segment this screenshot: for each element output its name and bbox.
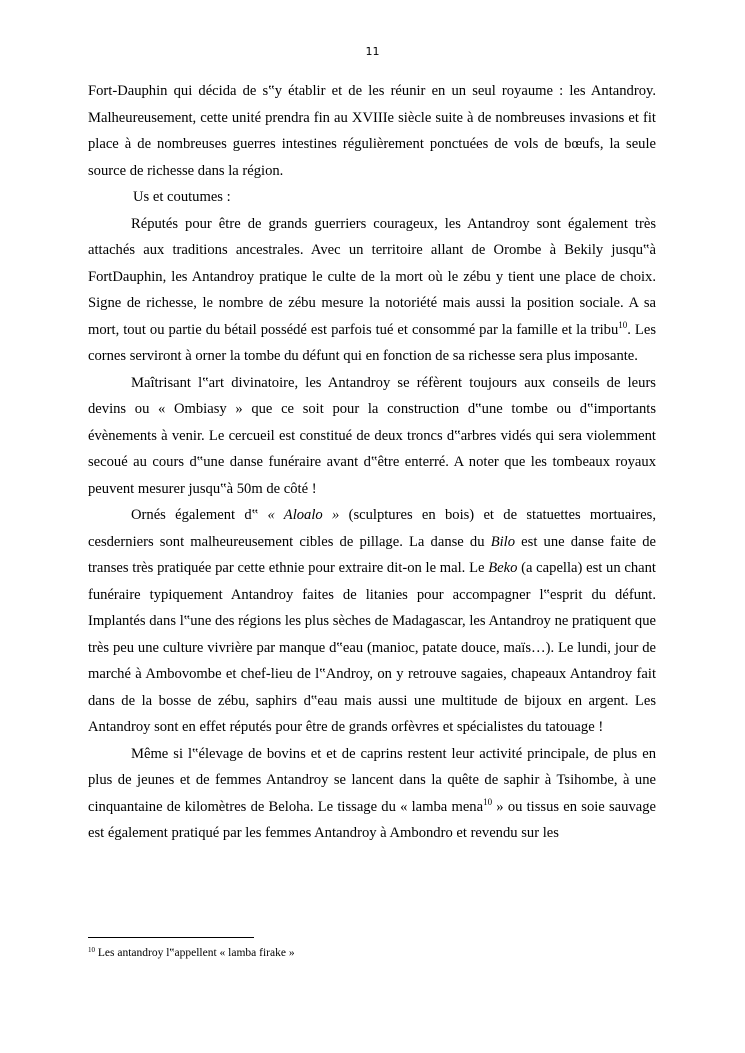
footnote-separator [88,937,254,938]
page-number: 11 [365,45,380,58]
paragraph-intro: Fort-Dauphin qui décida de s‟y établir et de les réunir en un seul royaume : les Antandroy. Malheureusement, cette unité prendra fin au XVIIIe siècle suite à de nombreuses invasions et fit place à de nombreuses guerres intestines régulièrement ponctuées de vols de bœufs, la seule source de richesse dans la région. [88,83,656,179]
paragraph-text: » ou tissus en soie sauvage est également pratiqué par les femmes Antandroy à Ambondro et revendu sur les [88,798,656,841]
footnote-text: Les antandroy l‟appellent « lamba firake » [95,947,295,959]
italic-term: Beko [488,560,518,576]
paragraph-text: Même si l‟élevage de bovins et et de caprins restent leur activité principale, de plus en plus de jeunes et de femmes Antandroy se lancent dans la quête de saphir à Tsihombe, à une cinquantaine de kilomètres de Beloha. Le tissage du « lamba mena [88,745,656,815]
paragraph-text: (sculptures en bois) et de statuettes mortuaires, cesderniers sont malheureusement cibles de pillage. La danse du [88,507,656,550]
paragraph-aloalo [88,502,656,741]
paragraph-text: Réputés pour être de grands guerriers courageux, les Antandroy sont également très attachés aux traditions ancestrales. Avec un territoire allant de Orombe à Bekily jusqu‟à FortDauphin, les Antandroy pratique le culte de la mort où le zébu y tient une place de choix. Signe de richesse, le nombre de zébu mesure la notoriété mais aussi la position sociale. A sa mort, tout ou partie du bétail possédé est parfois tué et consommé par la famille et la tribu [88,215,656,338]
footnote [88,947,656,959]
italic-term: « Aloalo » [267,507,340,523]
paragraph-saphir [88,741,656,847]
footnote-reference: 10 [483,796,493,807]
paragraph-culte [88,211,656,370]
footnote-reference: 10 [618,319,628,330]
paragraph-divination: Maîtrisant l‟art divinatoire, les Antandroy se réfèrent toujours aux conseils de leurs devins ou « Ombiasy » que ce soit pour la construction d‟une tombe ou d‟importants évènements à venir. Le cercueil est constitué de deux troncs d‟arbres vidés qui sera violemment secoué au cours d‟une danse funéraire avant d‟être enterré. A noter que les tombeaux royaux peuvent mesurer jusqu‟à 50m de côté ! [88,374,656,497]
paragraph-text: . Les cornes serviront à orner la tombe du défunt qui en fonction de sa richesse sera plus imposante. [88,321,656,364]
paragraph-text: est une danse faite de transes très pratiquée par cette ethnie pour extraire dit-on le mal. Le [88,533,656,576]
italic-term: Bilo [490,533,516,550]
paragraph-text: (a capella) est un chant funéraire typiquement Antandroy faites de litanies pour accompagner l‟esprit du défunt. Implantés dans l‟une des régions les plus sèches de Madagascar, les Antandroy ne pratiquent que très peu une culture vivrière par manque d‟eau (manioc, patate douce, maïs…). Le lundi, jour de marché à Ambovombe et chef-lieu de l‟Androy, on y retrouve sagaies, chapeaux Antandroy fait dans de la bosse de zébu, saphirs d‟eau mais aussi une multitude de bijoux en argent. Les Antandroy sont en effet réputés pour être de grands orfèvres et spécialistes du tatouage ! [88,560,656,735]
section-heading: Us et coutumes : [133,189,231,205]
footnote-marker: 10 [88,946,95,954]
paragraph-text: Ornés également d‟ [131,507,268,523]
body-text [88,78,656,847]
